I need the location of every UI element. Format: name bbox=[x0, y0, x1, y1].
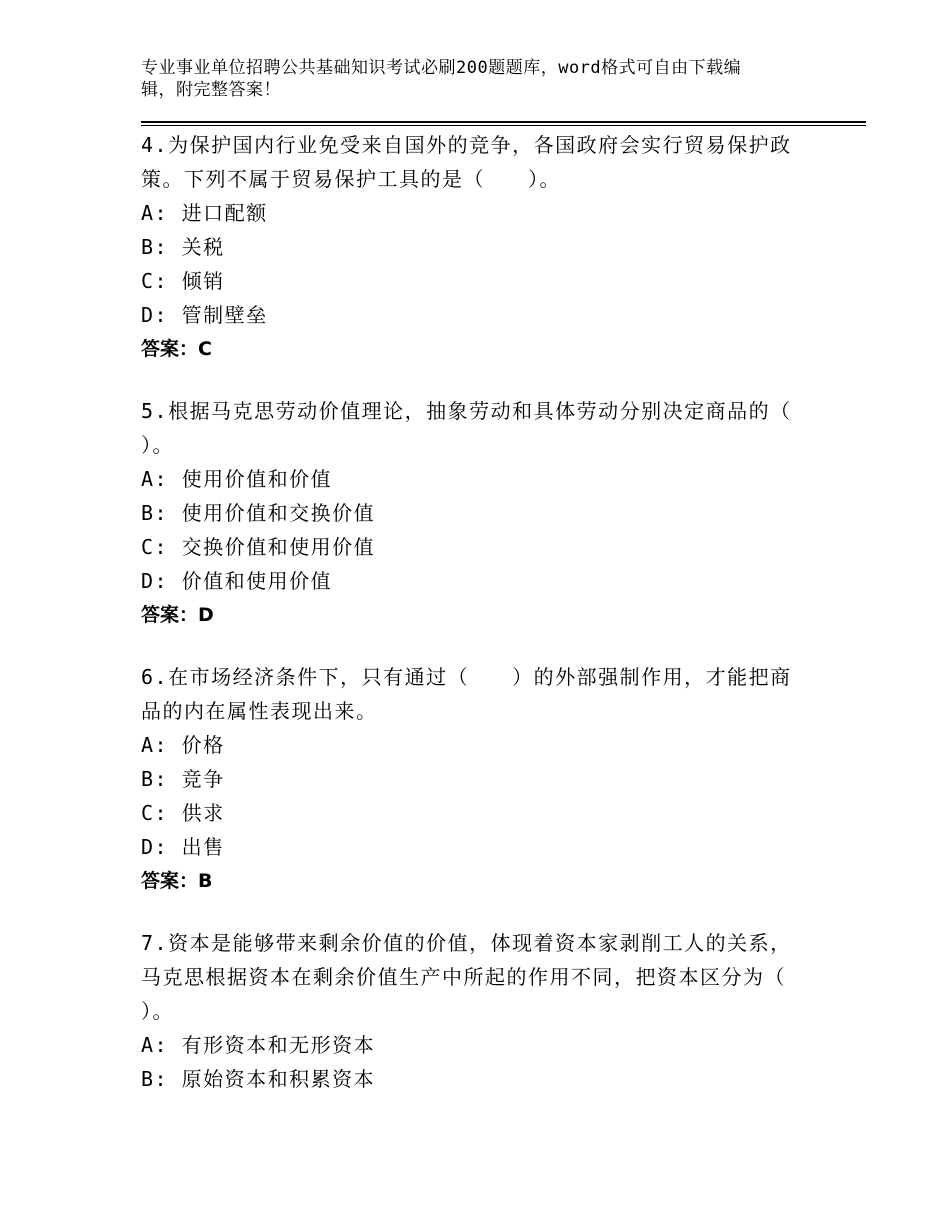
option-c: C: 倾销 bbox=[141, 269, 225, 293]
question-5 bbox=[141, 394, 821, 632]
question-list bbox=[141, 128, 821, 1124]
option-c: C: 交换价值和使用价值 bbox=[141, 535, 376, 559]
option-c: C: 供求 bbox=[141, 801, 225, 825]
answer: 答案：D bbox=[141, 604, 214, 626]
question-6 bbox=[141, 660, 821, 898]
question-stem-line: 7.资本是能够带来剩余价值的价值，体现着资本家剥削工人的关系， bbox=[141, 931, 792, 955]
header-line-1: 专业事业单位招聘公共基础知识考试必刷200题题库，word格式可自由下载编 bbox=[141, 58, 742, 78]
answer: 答案：C bbox=[141, 338, 212, 360]
option-a: A: 价格 bbox=[141, 733, 225, 757]
document-header bbox=[141, 57, 801, 101]
option-a: A: 使用价值和价值 bbox=[141, 467, 333, 491]
question-stem-line: 4.为保护国内行业免受来自国外的竞争，各国政府会实行贸易保护政 bbox=[141, 133, 792, 157]
option-d: D: 管制壁垒 bbox=[141, 303, 268, 327]
option-a: A: 有形资本和无形资本 bbox=[141, 1033, 376, 1057]
question-stem-line: 6.在市场经济条件下，只有通过（ ）的外部强制作用，才能把商 bbox=[141, 665, 792, 689]
option-b: B: 关税 bbox=[141, 235, 225, 259]
option-b: B: 原始资本和积累资本 bbox=[141, 1067, 376, 1091]
option-d: D: 价值和使用价值 bbox=[141, 569, 333, 593]
question-stem-line: 品的内在属性表现出来。 bbox=[141, 699, 378, 723]
header-rule-thick bbox=[141, 121, 866, 123]
question-stem-line: 5.根据马克思劳动价值理论，抽象劳动和具体劳动分别决定商品的（ bbox=[141, 399, 792, 423]
question-stem-line: ）。 bbox=[141, 433, 174, 457]
option-d: D: 出售 bbox=[141, 835, 225, 859]
option-b: B: 竞争 bbox=[141, 767, 225, 791]
option-b: B: 使用价值和交换价值 bbox=[141, 501, 376, 525]
header-line-2: 辑，附完整答案！ bbox=[141, 80, 281, 100]
question-stem-line: ）。 bbox=[141, 999, 174, 1023]
header-rule-thin bbox=[141, 125, 866, 126]
question-7 bbox=[141, 926, 821, 1096]
question-stem-line: 策。下列不属于贸易保护工具的是（ ）。 bbox=[141, 167, 561, 191]
question-4 bbox=[141, 128, 821, 366]
option-a: A: 进口配额 bbox=[141, 201, 268, 225]
question-stem-line: 马克思根据资本在剩余价值生产中所起的作用不同，把资本区分为（ bbox=[141, 965, 786, 989]
answer: 答案：B bbox=[141, 870, 213, 892]
